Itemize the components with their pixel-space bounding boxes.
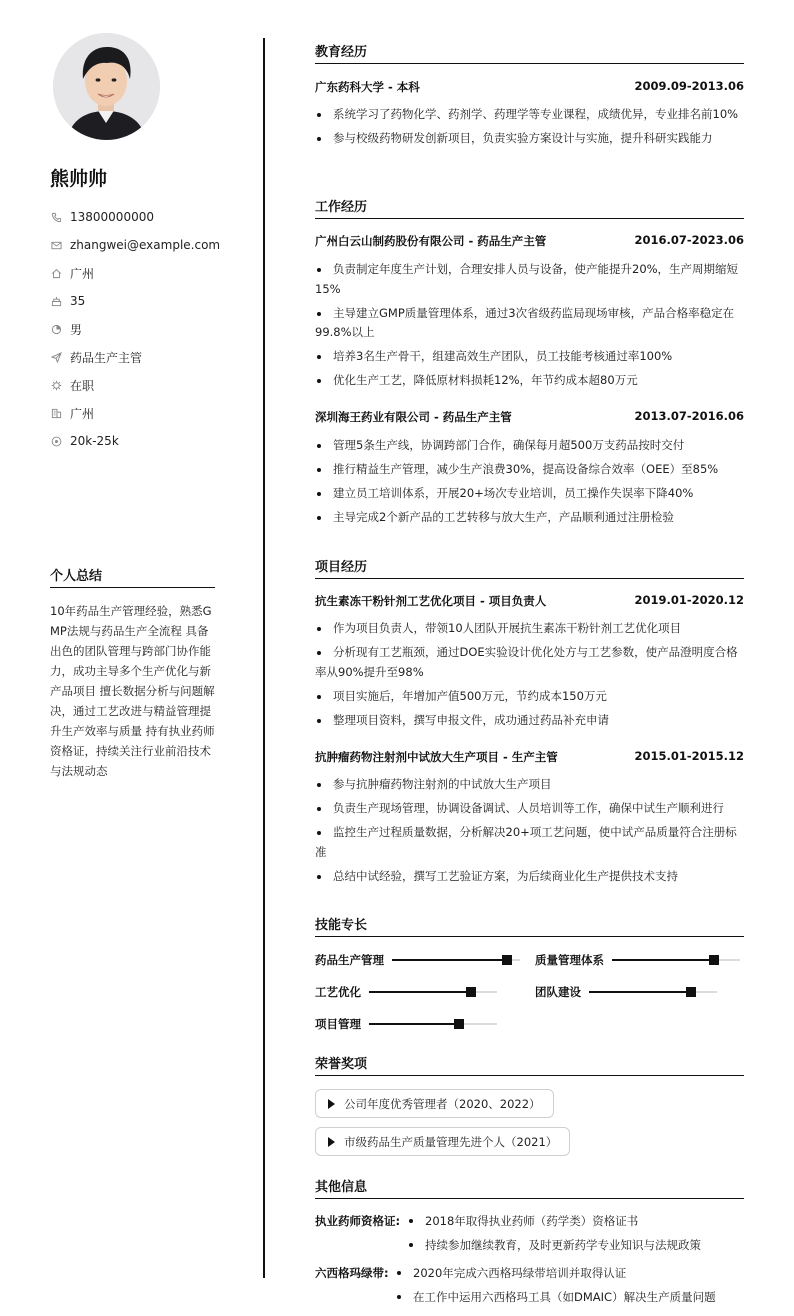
skill-name: 药品生产管理 bbox=[315, 953, 384, 967]
other-sixsigma-list bbox=[395, 1265, 716, 1313]
info-target-city bbox=[50, 399, 220, 427]
education-bullets bbox=[315, 105, 744, 153]
skill-name: 工艺优化 bbox=[315, 985, 361, 999]
skill-bar bbox=[369, 991, 497, 993]
salary-text: 20k-25k bbox=[70, 434, 119, 448]
city-text: 广州 bbox=[70, 266, 95, 281]
list-item: 优化生产工艺，降低原材料损耗12%，年节约成本超80万元 bbox=[315, 371, 744, 391]
list-item: 培养3名生产骨干，组建高效生产团队，员工技能考核通过率100% bbox=[315, 347, 744, 367]
target-city-text: 广州 bbox=[70, 406, 95, 421]
email-text: zhangwei@example.com bbox=[70, 238, 221, 252]
list-item: 2020年完成六西格玛绿带培训并取得认证 bbox=[395, 1265, 716, 1281]
list-item: 项目实施后，年增加产值500万元，节约成本150万元 bbox=[315, 687, 744, 707]
summary-text: 10年药品生产管理经验，熟悉GMP法规与药品生产全流程 具备出色的团队管理与跨部门协作能力，成功主导多个生产优化与新产品项目 擅长数据分析与问题解决，通过工艺改进与精益管理提升生产效率与质量 持有执业药师资格证，持续关注行业前沿技术与法规动态 bbox=[50, 604, 215, 778]
skill-item bbox=[315, 952, 520, 968]
list-item: 推行精益生产管理，减少生产浪费30%，提高设备综合效率（OEE）至85% bbox=[315, 460, 744, 480]
skill-bar bbox=[589, 991, 717, 993]
award-text: 公司年度优秀管理者（2020、2022） bbox=[344, 1096, 541, 1111]
info-salary bbox=[50, 427, 220, 455]
gender-text: 男 bbox=[70, 322, 83, 337]
skill-name: 质量管理体系 bbox=[535, 953, 604, 967]
work-1-bullets bbox=[315, 260, 744, 395]
skill-bar-fill bbox=[369, 991, 471, 993]
work-entry-1-header bbox=[315, 233, 744, 249]
skill-bar bbox=[369, 1023, 497, 1025]
education-date: 2009.09-2013.06 bbox=[634, 79, 744, 93]
work-title: 工作经历 bbox=[315, 196, 744, 219]
list-item: 整理项目资料，撰写申报文件，成功通过药品补充申请 bbox=[315, 711, 744, 731]
project-2-bullets bbox=[315, 775, 744, 891]
list-item: 作为项目负责人，带领10人团队开展抗生素冻干粉针剂工艺优化项目 bbox=[315, 619, 744, 639]
project-1-date: 2019.01-2020.12 bbox=[634, 593, 744, 607]
summary-title: 个人总结 bbox=[50, 565, 215, 588]
skill-bar-knob bbox=[502, 955, 512, 965]
list-item: 持续参加继续教育，及时更新药学专业知识与法规政策 bbox=[407, 1237, 701, 1253]
avatar bbox=[53, 33, 160, 140]
award-text: 市级药品生产质量管理先进个人（2021） bbox=[344, 1134, 558, 1149]
candidate-name: 熊帅帅 bbox=[50, 168, 108, 190]
list-item: 系统学习了药物化学、药剂学、药理学等专业课程，成绩优异，专业排名前10% bbox=[315, 105, 744, 125]
project-1-name: 抗生素冻干粉针剂工艺优化项目 - 项目负责人 bbox=[315, 594, 547, 608]
info-email bbox=[50, 231, 220, 259]
list-item: 参与校级药物研发创新项目，负责实验方案设计与实施，提升科研实践能力 bbox=[315, 129, 744, 149]
building-icon bbox=[50, 407, 62, 419]
list-item: 参与抗肿瘤药物注射剂的中试放大生产项目 bbox=[315, 775, 744, 795]
salary-icon bbox=[50, 435, 62, 447]
work-2-company: 深圳海王药业有限公司 - 药品生产主管 bbox=[315, 410, 512, 424]
list-item: 在工作中运用六西格玛工具（如DMAIC）解决生产质量问题 bbox=[395, 1289, 716, 1305]
info-age bbox=[50, 287, 220, 315]
triangle-right-icon bbox=[328, 1137, 335, 1147]
skill-item bbox=[535, 952, 740, 968]
work-2-date: 2013.07-2016.06 bbox=[634, 409, 744, 423]
other-title: 其他信息 bbox=[315, 1176, 744, 1199]
skill-bar-fill bbox=[369, 1023, 459, 1025]
skill-name: 项目管理 bbox=[315, 1017, 361, 1031]
project-1-header bbox=[315, 593, 744, 609]
position-text: 药品生产主管 bbox=[70, 350, 143, 365]
list-item: 管理5条生产线，协调跨部门合作，确保每月超500万支药品按时交付 bbox=[315, 436, 744, 456]
education-school: 广东药科大学 - 本科 bbox=[315, 80, 420, 94]
contact-info-list bbox=[50, 203, 220, 455]
skill-bar-knob bbox=[466, 987, 476, 997]
info-gender bbox=[50, 315, 220, 343]
triangle-right-icon bbox=[328, 1099, 335, 1109]
mail-icon bbox=[50, 239, 62, 251]
work-entry-2-header bbox=[315, 409, 744, 425]
skill-bar bbox=[392, 959, 520, 961]
skill-bar-knob bbox=[709, 955, 719, 965]
project-2-date: 2015.01-2015.12 bbox=[634, 749, 744, 763]
list-item: 建立员工培训体系，开展20+场次专业培训，员工操作失误率下降40% bbox=[315, 484, 744, 504]
age-text: 35 bbox=[70, 294, 86, 308]
info-phone bbox=[50, 203, 220, 231]
skill-bar-fill bbox=[589, 991, 691, 993]
phone-icon bbox=[50, 211, 62, 223]
awards-title: 荣誉奖项 bbox=[315, 1053, 744, 1076]
skill-bar-knob bbox=[454, 1019, 464, 1029]
education-entry-header bbox=[315, 79, 744, 95]
skill-name: 团队建设 bbox=[535, 985, 581, 999]
project-2-name: 抗肿瘤药物注射剂中试放大生产项目 - 生产主管 bbox=[315, 750, 558, 764]
skill-bar-fill bbox=[392, 959, 507, 961]
skill-bar-knob bbox=[686, 987, 696, 997]
list-item: 主导建立GMP质量管理体系，通过3次省级药监局现场审核，产品合格率稳定在99.8%以上 bbox=[315, 304, 744, 343]
phone-text: 13800000000 bbox=[70, 210, 154, 224]
list-item: 负责制定年度生产计划，合理安排人员与设备，使产能提升20%，生产周期缩短15% bbox=[315, 260, 744, 299]
info-position bbox=[50, 343, 220, 371]
column-divider bbox=[263, 38, 265, 1278]
work-1-date: 2016.07-2023.06 bbox=[634, 233, 744, 247]
project-1-bullets bbox=[315, 619, 744, 735]
work-2-bullets bbox=[315, 436, 744, 532]
status-text: 在职 bbox=[70, 378, 95, 393]
list-item: 监控生产过程质量数据，分析解决20+项工艺问题，使中试产品质量符合注册标准 bbox=[315, 823, 744, 862]
other-label-sixsigma: 六西格玛绿带: bbox=[315, 1266, 389, 1280]
projects-title: 项目经历 bbox=[315, 556, 744, 579]
award-item[interactable] bbox=[315, 1089, 554, 1118]
info-status bbox=[50, 371, 220, 399]
info-city bbox=[50, 259, 220, 287]
list-item: 主导完成2个新产品的工艺转移与放大生产，产品顺利通过注册检验 bbox=[315, 508, 744, 528]
gender-icon bbox=[50, 323, 62, 335]
skill-item bbox=[535, 984, 717, 1000]
skill-item bbox=[315, 984, 497, 1000]
project-2-header bbox=[315, 749, 744, 765]
list-item: 总结中试经验，撰写工艺验证方案，为后续商业化生产提供技术支持 bbox=[315, 867, 744, 887]
skill-item bbox=[315, 1016, 497, 1032]
status-icon bbox=[50, 379, 62, 391]
skill-bar bbox=[612, 959, 740, 961]
skills-title: 技能专长 bbox=[315, 914, 744, 937]
list-item: 2018年取得执业药师（药学类）资格证书 bbox=[407, 1213, 701, 1229]
award-item[interactable] bbox=[315, 1127, 570, 1156]
work-1-company: 广州白云山制药股份有限公司 - 药品生产主管 bbox=[315, 234, 547, 248]
list-item: 负责生产现场管理，协调设备调试、人员培训等工作，确保中试生产顺利进行 bbox=[315, 799, 744, 819]
education-title: 教育经历 bbox=[315, 41, 744, 64]
send-icon bbox=[50, 351, 62, 363]
other-label-license: 执业药师资格证: bbox=[315, 1214, 401, 1228]
list-item: 分析现有工艺瓶颈，通过DOE实验设计优化处方与工艺参数，使产品澄明度合格率从90%提升至98% bbox=[315, 643, 744, 682]
skill-bar-fill bbox=[612, 959, 714, 961]
age-icon bbox=[50, 295, 62, 307]
other-license-list bbox=[407, 1213, 701, 1261]
home-icon bbox=[50, 267, 62, 279]
